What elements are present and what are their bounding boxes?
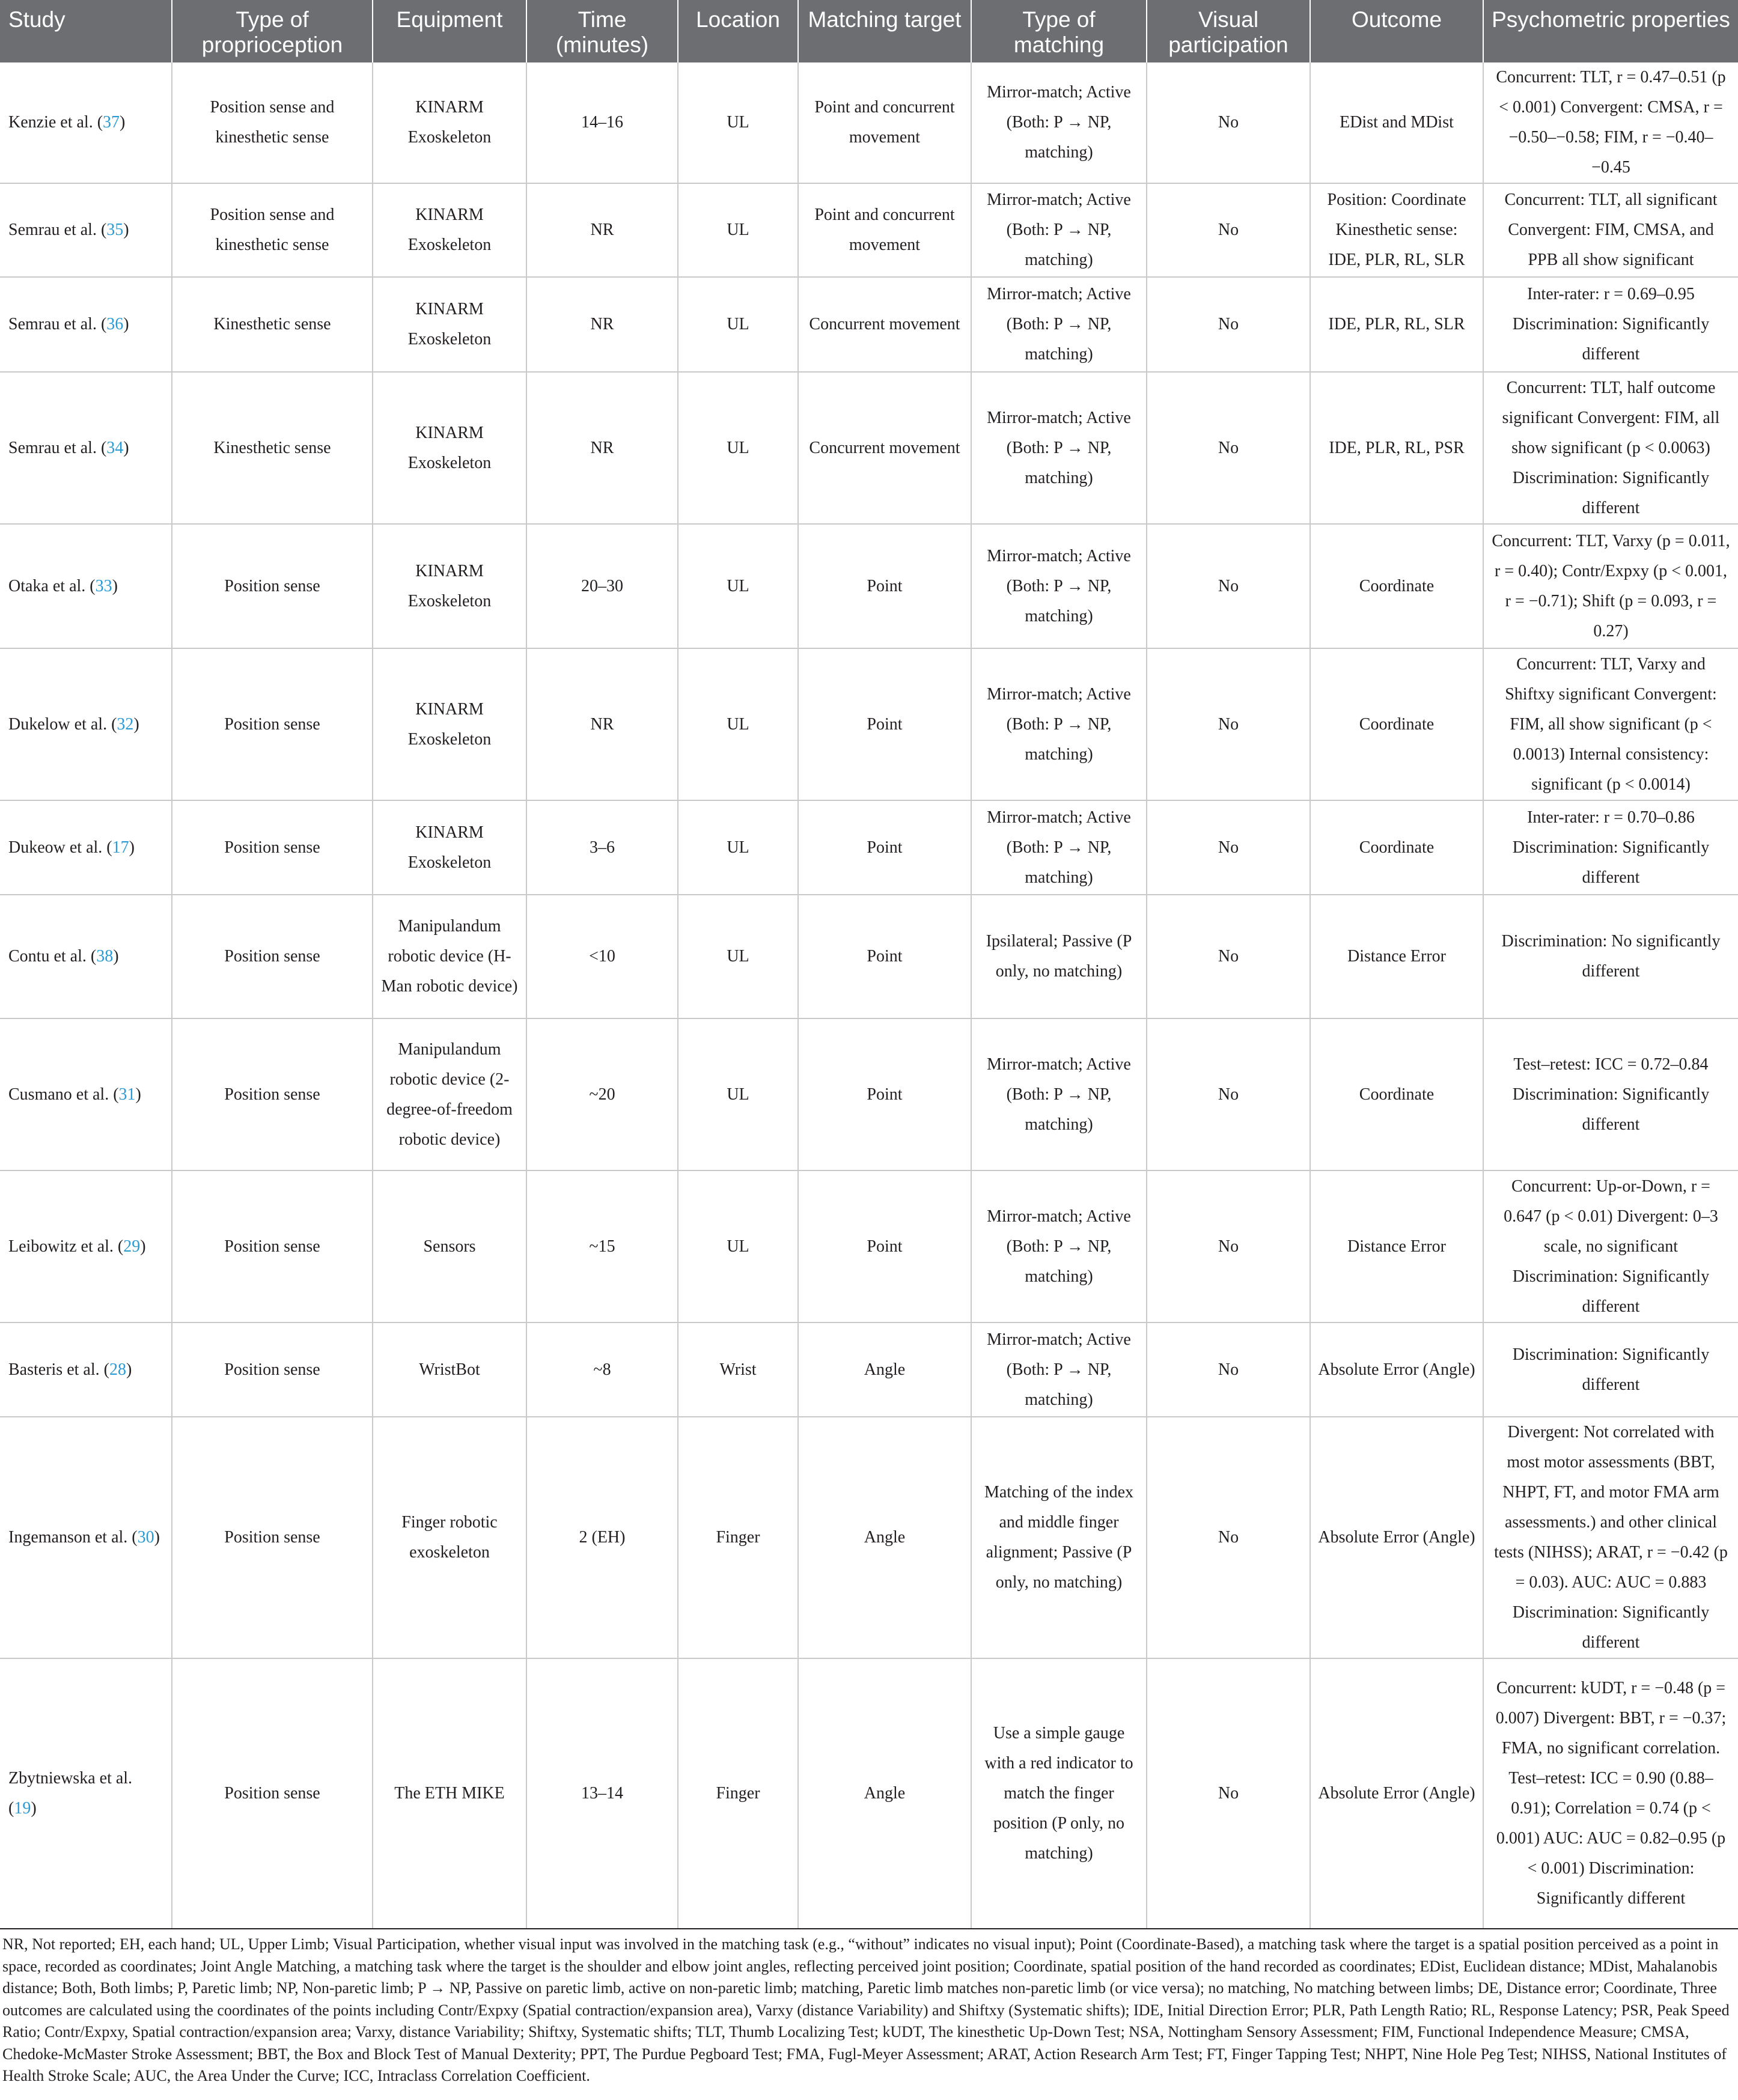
- cell-target: Point and concurrent movement: [798, 62, 971, 183]
- cell-equipment: Manipulandum robotic device (2-degree-of-freedom robotic device): [373, 1018, 526, 1170]
- cell-time: 20–30: [526, 524, 678, 648]
- cell-location: UL: [678, 372, 798, 524]
- cell-equipment: Sensors: [373, 1170, 526, 1322]
- cell-psychometric: Discrimination: Significantly different: [1483, 1322, 1738, 1417]
- col-header-target: Matching target: [798, 0, 971, 62]
- cell-time: NR: [526, 277, 678, 372]
- cell-equipment: KINARM Exoskeleton: [373, 183, 526, 277]
- col-header-psychometric: Psychometric properties: [1483, 0, 1738, 62]
- cell-matching: Mirror-match; Active (Both: P → NP, matching): [971, 372, 1147, 524]
- cell-target: Point: [798, 800, 971, 895]
- cell-psychometric: Test–retest: ICC = 0.72–0.84 Discrimination: Significantly different: [1483, 1018, 1738, 1170]
- cell-matching: Ipsilateral; Passive (P only, no matching): [971, 895, 1147, 1018]
- cell-location: UL: [678, 1018, 798, 1170]
- cell-target: Angle: [798, 1417, 971, 1658]
- cell-study: Kenzie et al. (37): [0, 62, 172, 183]
- table-row: [0, 1417, 1738, 1658]
- cell-outcome: Absolute Error (Angle): [1310, 1658, 1483, 1929]
- cell-equipment: KINARM Exoskeleton: [373, 648, 526, 800]
- cell-equipment: The ETH MIKE: [373, 1658, 526, 1929]
- reference-link[interactable]: 35: [106, 221, 124, 239]
- reference-link[interactable]: 38: [96, 947, 114, 966]
- cell-visual: No: [1147, 183, 1310, 277]
- cell-psychometric: Inter-rater: r = 0.69–0.95 Discrimination: Significantly different: [1483, 277, 1738, 372]
- cell-matching: Mirror-match; Active (Both: P → NP, matching): [971, 648, 1147, 800]
- cell-time: NR: [526, 183, 678, 277]
- reference-link[interactable]: 31: [118, 1085, 136, 1104]
- cell-matching: Mirror-match; Active (Both: P → NP, matching): [971, 1170, 1147, 1322]
- cell-study: Zbytniewska et al. (19): [0, 1658, 172, 1929]
- reference-link[interactable]: 36: [106, 315, 124, 333]
- cell-psychometric: Concurrent: TLT, all significant Convergent: FIM, CMSA, and PPB all show significant: [1483, 183, 1738, 277]
- cell-proprioception: Position sense: [172, 1322, 373, 1417]
- cell-psychometric: Concurrent: TLT, Varxy (p = 0.011, r = 0.40); Contr/Expxy (p < 0.001, r = −0.71); Shift (p = 0.093, r = 0.27): [1483, 524, 1738, 648]
- reference-link[interactable]: 32: [117, 714, 134, 734]
- cell-visual: No: [1147, 1417, 1310, 1658]
- cell-location: Finger: [678, 1658, 798, 1929]
- cell-location: Finger: [678, 1417, 798, 1658]
- cell-location: Wrist: [678, 1322, 798, 1417]
- cell-outcome: Absolute Error (Angle): [1310, 1417, 1483, 1658]
- cell-location: UL: [678, 648, 798, 800]
- cell-study: Leibowitz et al. (29): [0, 1170, 172, 1322]
- cell-proprioception: Position sense and kinesthetic sense: [172, 62, 373, 183]
- cell-psychometric: Discrimination: No significantly different: [1483, 895, 1738, 1018]
- table-row: [0, 183, 1738, 277]
- col-header-study: Study: [0, 0, 172, 62]
- cell-visual: No: [1147, 277, 1310, 372]
- cell-visual: No: [1147, 1658, 1310, 1929]
- cell-outcome: Distance Error: [1310, 895, 1483, 1018]
- cell-target: Point: [798, 648, 971, 800]
- reference-link[interactable]: 19: [14, 1799, 31, 1818]
- reference-link[interactable]: 33: [95, 576, 112, 595]
- table-footnote: NR, Not reported; EH, each hand; UL, Upper Limb; Visual Participation, whether visual input was involved in the matching task (e.g., “without” indicates no visual input); Point (Coordinate-Based), a matching task where the target is a spatial position perceived as a point in space, recorded as coordinates; Joint Angle Matching, a matching task where the target is the shoulder and elbow joint angles, reflecting perceived joint position; Coordinate, spatial position of the hand recorded as coordinates; EDist, Euclidean distance; MDist, Mahalanobis distance; Both, Both limbs; P, Paretic limb; NP, Non-paretic limb; P → NP, Passive on paretic limb, active on non-paretic limb; matching, Paretic limb matches non-paretic limb (or vice versa); no matching, No matching between limbs; DE, Distance error; Coordinate, Three outcomes are calculated using the coordinates of the points including Contr/Expxy (Spatial contraction/expansion area), Varxy (distance Variability) and Shiftxy (Systematic shifts); IDE, Initial Direction Error; PLR, Path Length Ratio; RL, Response Latency; PSR, Peak Speed Ratio; Contr/Expxy, Spatial contraction/expansion area; Varxy, distance Variability; Shiftxy, Systematic shifts; TLT, Thumb Localizing Test; kUDT, The kinesthetic Up-Down Test; NSA, Nottingham Sensory Assessment; FIM, Functional Independence Measure; CMSA, Chedoke-McMaster Stroke Assessment; BBT, the Box and Block Test of Manual Dexterity; PPT, The Purdue Pegboard Test; FMA, Fugl-Meyer Assessment; ARAT, Action Research Arm Test; FT, Finger Tapping Test; NHPT, Nine Hole Peg Test; NIHSS, National Institutes of Health Stroke Scale; AUC, the Area Under the Curve; ICC, Intraclass Correlation Coefficient.: [2, 1935, 1730, 2084]
- cell-equipment: KINARM Exoskeleton: [373, 800, 526, 895]
- cell-study: Cusmano et al. (31): [0, 1018, 172, 1170]
- cell-equipment: KINARM Exoskeleton: [373, 62, 526, 183]
- cell-time: ~8: [526, 1322, 678, 1417]
- cell-target: Angle: [798, 1322, 971, 1417]
- cell-target: Point: [798, 1170, 971, 1322]
- cell-proprioception: Position sense: [172, 648, 373, 800]
- cell-matching: Mirror-match; Active (Both: P → NP, matching): [971, 183, 1147, 277]
- cell-outcome: Coordinate: [1310, 648, 1483, 800]
- cell-matching: Matching of the index and middle finger alignment; Passive (P only, no matching): [971, 1417, 1147, 1658]
- cell-time: 2 (EH): [526, 1417, 678, 1658]
- table-row: [0, 895, 1738, 1018]
- cell-proprioception: Kinesthetic sense: [172, 372, 373, 524]
- cell-target: Concurrent movement: [798, 372, 971, 524]
- cell-location: UL: [678, 524, 798, 648]
- col-header-time: Time (minutes): [526, 0, 678, 62]
- table-row: [0, 648, 1738, 800]
- cell-outcome: Absolute Error (Angle): [1310, 1322, 1483, 1417]
- cell-time: 14–16: [526, 62, 678, 183]
- cell-study: Dukelow et al. (32): [0, 648, 172, 800]
- table-row: [0, 1018, 1738, 1170]
- cell-study: Semrau et al. (34): [0, 372, 172, 524]
- cell-matching: Mirror-match; Active (Both: P → NP, matching): [971, 1322, 1147, 1417]
- cell-target: Point: [798, 895, 971, 1018]
- cell-time: NR: [526, 372, 678, 524]
- cell-psychometric: Concurrent: TLT, Varxy and Shiftxy significant Convergent: FIM, all show significant (p < 0.0013) Internal consistency: significant (p < 0.0014): [1483, 648, 1738, 800]
- cell-matching: Use a simple gauge with a red indicator to match the finger position (P only, no matching): [971, 1658, 1147, 1929]
- cell-target: Point and concurrent movement: [798, 183, 971, 277]
- cell-time: NR: [526, 648, 678, 800]
- cell-time: <10: [526, 895, 678, 1018]
- col-header-visual: Visual participation: [1147, 0, 1310, 62]
- header-row: [0, 0, 1738, 62]
- cell-outcome: Coordinate: [1310, 1018, 1483, 1170]
- reference-link[interactable]: 28: [109, 1360, 126, 1379]
- cell-equipment: Finger robotic exoskeleton: [373, 1417, 526, 1658]
- cell-visual: No: [1147, 1322, 1310, 1417]
- cell-outcome: Distance Error: [1310, 1170, 1483, 1322]
- cell-matching: Mirror-match; Active (Both: P → NP, matching): [971, 277, 1147, 372]
- cell-visual: No: [1147, 648, 1310, 800]
- cell-equipment: KINARM Exoskeleton: [373, 372, 526, 524]
- cell-outcome: Coordinate: [1310, 800, 1483, 895]
- cell-matching: Mirror-match; Active (Both: P → NP, matching): [971, 524, 1147, 648]
- cell-time: 3–6: [526, 800, 678, 895]
- cell-proprioception: Position sense: [172, 800, 373, 895]
- table-row: [0, 1658, 1738, 1929]
- cell-location: UL: [678, 895, 798, 1018]
- col-header-equipment: Equipment: [373, 0, 526, 62]
- col-header-outcome: Outcome: [1310, 0, 1483, 62]
- cell-target: Point: [798, 1018, 971, 1170]
- cell-study: Semrau et al. (35): [0, 183, 172, 277]
- cell-outcome: IDE, PLR, RL, PSR: [1310, 372, 1483, 524]
- table-row: [0, 800, 1738, 895]
- cell-psychometric: Divergent: Not correlated with most motor assessments (BBT, NHPT, FT, and motor FMA arm assessments.) and other clinical tests (NIHSS); ARAT, r = −0.42 (p = 0.03). AUC: AUC = 0.883 Discrimination: Significantly different: [1483, 1417, 1738, 1658]
- cell-location: UL: [678, 1170, 798, 1322]
- table-row: [0, 1322, 1738, 1417]
- col-header-location: Location: [678, 0, 798, 62]
- cell-target: Concurrent movement: [798, 277, 971, 372]
- cell-proprioception: Position sense: [172, 1170, 373, 1322]
- cell-proprioception: Position sense: [172, 895, 373, 1018]
- cell-psychometric: Concurrent: Up-or-Down, r = 0.647 (p < 0.01) Divergent: 0–3 scale, no significant Discrimination: Significantly different: [1483, 1170, 1738, 1322]
- cell-outcome: IDE, PLR, RL, SLR: [1310, 277, 1483, 372]
- cell-time: ~15: [526, 1170, 678, 1322]
- cell-location: UL: [678, 800, 798, 895]
- cell-equipment: Manipulandum robotic device (H-Man robotic device): [373, 895, 526, 1018]
- cell-psychometric: Concurrent: kUDT, r = −0.48 (p = 0.007) Divergent: BBT, r = −0.37; FMA, no significant correlation. Test–retest: ICC = 0.90 (0.88–0.91); Correlation = 0.74 (p < 0.001) AUC: AUC = 0.82–0.95 (p < 0.001) Discrimination: Significantly different: [1483, 1658, 1738, 1929]
- cell-study: Basteris et al. (28): [0, 1322, 172, 1417]
- cell-location: UL: [678, 62, 798, 183]
- cell-proprioception: Position sense: [172, 524, 373, 648]
- cell-study: Otaka et al. (33): [0, 524, 172, 648]
- cell-visual: No: [1147, 62, 1310, 183]
- col-header-matching: Type of matching: [971, 0, 1147, 62]
- cell-time: 13–14: [526, 1658, 678, 1929]
- table-row: [0, 524, 1738, 648]
- cell-proprioception: Position sense and kinesthetic sense: [172, 183, 373, 277]
- cell-time: ~20: [526, 1018, 678, 1170]
- reference-link[interactable]: 30: [137, 1528, 154, 1547]
- cell-target: Angle: [798, 1658, 971, 1929]
- table-row: [0, 372, 1738, 524]
- cell-visual: No: [1147, 1170, 1310, 1322]
- reference-link[interactable]: 37: [103, 113, 120, 132]
- table-row: [0, 1170, 1738, 1322]
- cell-outcome: EDist and MDist: [1310, 62, 1483, 183]
- cell-proprioception: Kinesthetic sense: [172, 277, 373, 372]
- cell-study: Semrau et al. (36): [0, 277, 172, 372]
- cell-visual: No: [1147, 372, 1310, 524]
- cell-outcome: Coordinate: [1310, 524, 1483, 648]
- cell-proprioception: Position sense: [172, 1417, 373, 1658]
- cell-location: UL: [678, 277, 798, 372]
- cell-study: Contu et al. (38): [0, 895, 172, 1018]
- cell-proprioception: Position sense: [172, 1018, 373, 1170]
- cell-matching: Mirror-match; Active (Both: P → NP, matching): [971, 800, 1147, 895]
- cell-equipment: KINARM Exoskeleton: [373, 524, 526, 648]
- cell-visual: No: [1147, 524, 1310, 648]
- cell-equipment: WristBot: [373, 1322, 526, 1417]
- cell-outcome: Position: Coordinate Kinesthetic sense: IDE, PLR, RL, SLR: [1310, 183, 1483, 277]
- col-header-proprioception: Type of proprioception: [172, 0, 373, 62]
- cell-target: Point: [798, 524, 971, 648]
- cell-location: UL: [678, 183, 798, 277]
- cell-study: Ingemanson et al. (30): [0, 1417, 172, 1658]
- cell-psychometric: Inter-rater: r = 0.70–0.86 Discrimination: Significantly different: [1483, 800, 1738, 895]
- cell-study: Dukeow et al. (17): [0, 800, 172, 895]
- table-row: [0, 62, 1738, 183]
- cell-visual: No: [1147, 1018, 1310, 1170]
- reference-link[interactable]: 17: [112, 838, 129, 857]
- cell-psychometric: Concurrent: TLT, half outcome significant Convergent: FIM, all show significant (p < 0.0063) Discrimination: Significantly different: [1483, 372, 1738, 524]
- cell-visual: No: [1147, 895, 1310, 1018]
- cell-matching: Mirror-match; Active (Both: P → NP, matching): [971, 1018, 1147, 1170]
- reference-link[interactable]: 29: [123, 1237, 141, 1256]
- cell-proprioception: Position sense: [172, 1658, 373, 1929]
- cell-psychometric: Concurrent: TLT, r = 0.47–0.51 (p < 0.001) Convergent: CMSA, r = −0.50–−0.58; FIM, r = −0.40–−0.45: [1483, 62, 1738, 183]
- cell-matching: Mirror-match; Active (Both: P → NP, matching): [971, 62, 1147, 183]
- cell-equipment: KINARM Exoskeleton: [373, 277, 526, 372]
- table-row: [0, 277, 1738, 372]
- reference-link[interactable]: 34: [106, 438, 124, 457]
- cell-visual: No: [1147, 800, 1310, 895]
